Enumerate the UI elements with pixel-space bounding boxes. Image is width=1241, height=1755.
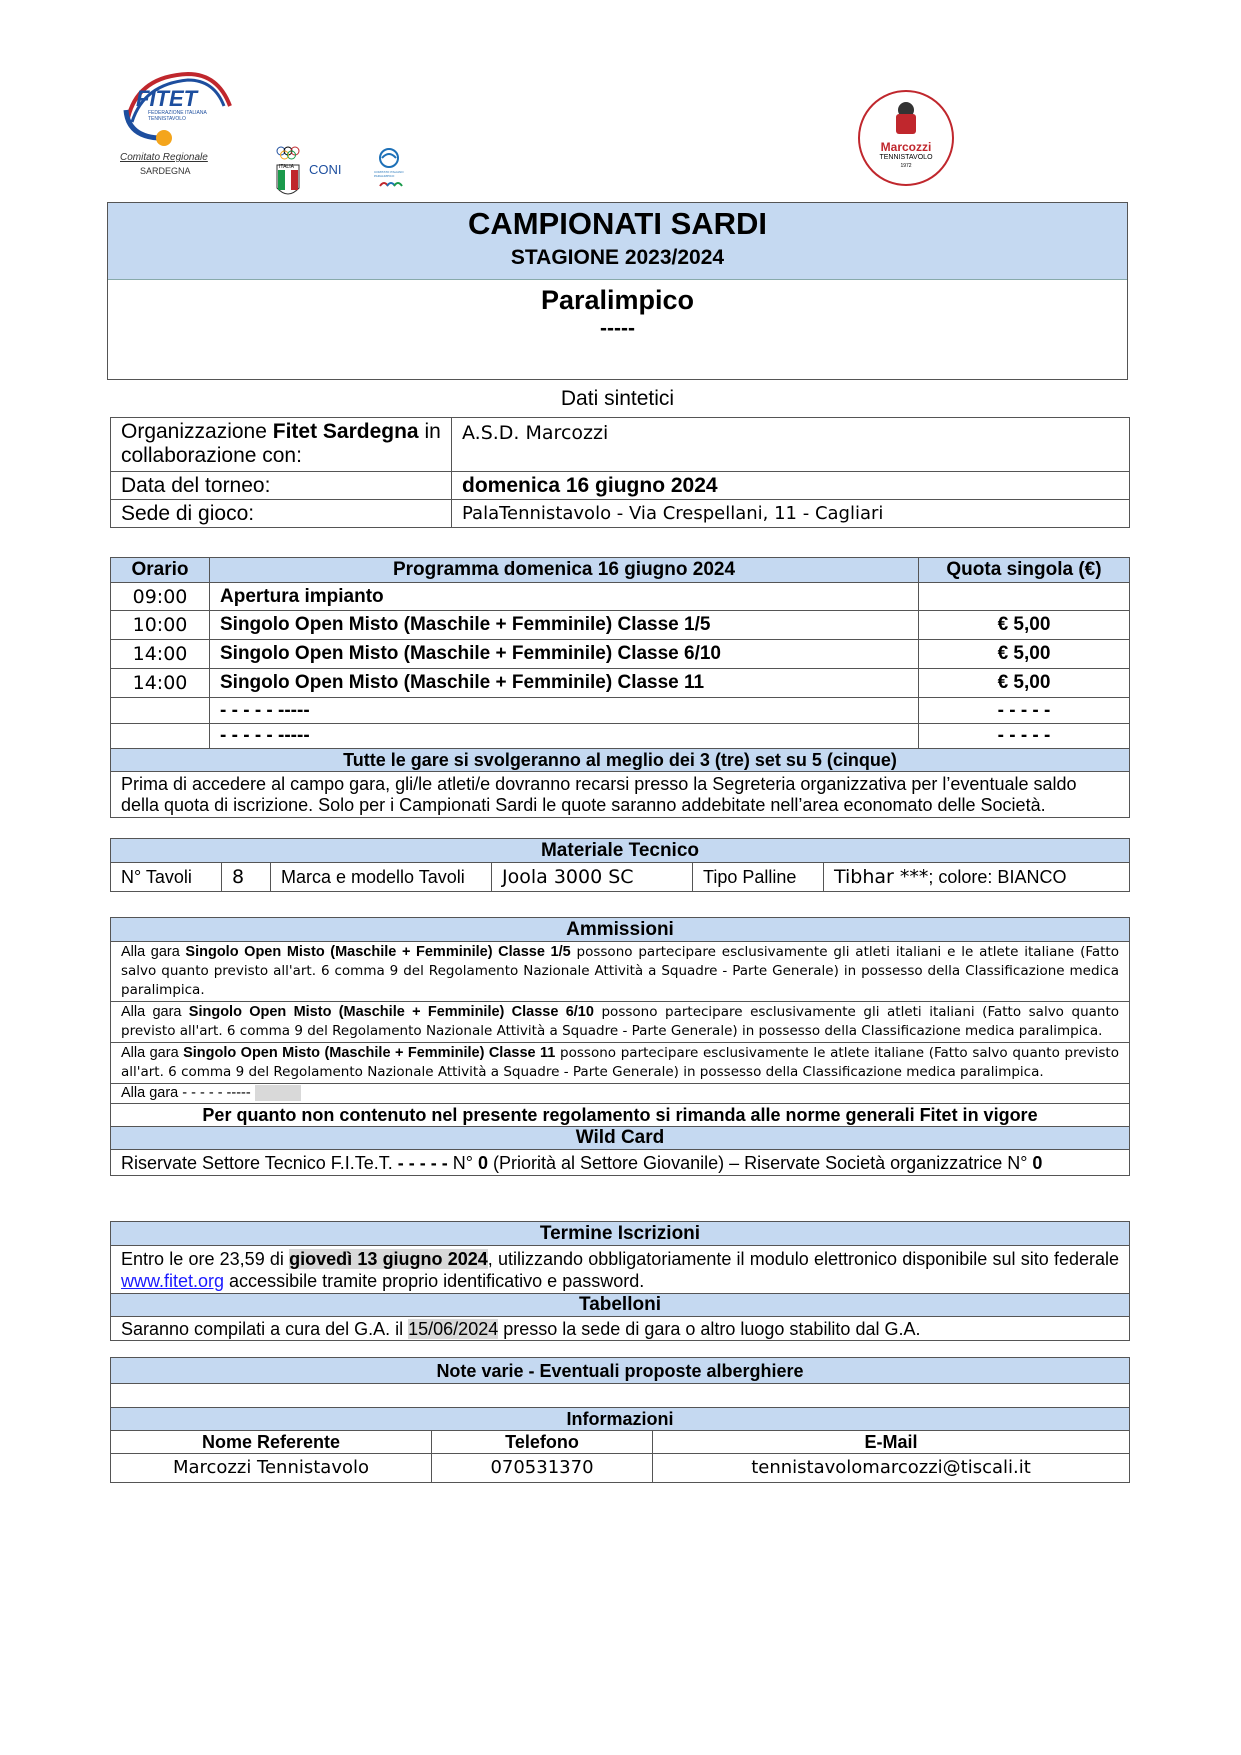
admission-item: Alla gara Singolo Open Misto (Maschile + Femminile) Classe 6/10 possono partecipare esclusivamente gli atleti italiani (Fatto salvo quanto previsto all'art. 6 comma 9 del Regolamento Nazionale Attività a Squadre - Parte Generale) in possesso della Classificazione medica paralimpica. bbox=[111, 1002, 1130, 1043]
org-label: Organizzazione Fitet Sardegna in collaborazione con: bbox=[111, 418, 452, 472]
olympic-rings-icon bbox=[276, 146, 300, 162]
program-row: - - - - - ----- - - - - - bbox=[111, 724, 1130, 749]
registration-table bbox=[110, 1221, 1130, 1341]
program-row: 10:00 Singolo Open Misto (Maschile + Femminile) Classe 1/5 € 5,00 bbox=[111, 611, 1130, 640]
org-value: A.S.D. Marcozzi bbox=[452, 418, 1130, 472]
notes-empty bbox=[111, 1384, 1130, 1408]
program-row: 14:00 Singolo Open Misto (Maschile + Femminile) Classe 6/10 € 5,00 bbox=[111, 640, 1130, 669]
venue-label: Sede di gioco: bbox=[111, 500, 452, 528]
program-row: - - - - - ----- - - - - - bbox=[111, 698, 1130, 724]
comitato-label: Comitato Regionale bbox=[120, 152, 208, 163]
admissions-table bbox=[110, 917, 1130, 1176]
date-label: Data del torneo: bbox=[111, 472, 452, 500]
category-label: Paralimpico bbox=[540, 285, 695, 315]
contact-name: Marcozzi Tennistavolo bbox=[111, 1454, 432, 1483]
program-row: 09:00 Apertura impianto bbox=[111, 583, 1130, 611]
program-table bbox=[110, 557, 1130, 818]
payment-note: Prima di accedere al campo gara, gli/le atleti/e dovranno recarsi presso la Segreteria organizzativa per l’eventuale saldo della quota di iscrizione. Solo per i Campionati Sardi le quote saranno addebitate nell’area economato delle Società. bbox=[111, 772, 1130, 818]
program-row: 14:00 Singolo Open Misto (Maschile + Femminile) Classe 11 € 5,00 bbox=[111, 669, 1130, 698]
header-band bbox=[108, 203, 1127, 280]
material-table bbox=[110, 838, 1130, 892]
italia-label: ITALIA bbox=[279, 164, 294, 170]
boards-title: Tabelloni bbox=[111, 1294, 1130, 1317]
fitet-name: FITET bbox=[136, 86, 198, 111]
marcozzi-year: 1972 bbox=[900, 163, 912, 169]
contact-email[interactable]: tennistavolomarcozzi@tiscali.it bbox=[653, 1454, 1130, 1483]
venue-value: PalaTennistavolo - Via Crespellani, 11 - Cagliari bbox=[452, 500, 1130, 528]
col-program: Programma domenica 16 giugno 2024 bbox=[210, 558, 919, 583]
summary-table bbox=[110, 417, 1130, 528]
info-table bbox=[110, 1357, 1130, 1483]
balls-value: Tibhar ***; colore: BIANCO bbox=[824, 863, 1130, 892]
col-time: Orario bbox=[111, 558, 210, 583]
contact-phone: 070531370 bbox=[432, 1454, 653, 1483]
marcozzi-logo bbox=[858, 90, 954, 186]
italia-coni-logo bbox=[276, 146, 346, 202]
region-label: SARDEGNA bbox=[140, 166, 191, 176]
cip-logo bbox=[374, 146, 410, 202]
rules-note: Per quanto non contenuto nel presente regolamento si rimanda alle norme generali Fitet in vigore bbox=[111, 1104, 1130, 1127]
date-value: domenica 16 giugno 2024 bbox=[452, 472, 1130, 500]
fitet-link[interactable]: www.fitet.org bbox=[121, 1270, 225, 1291]
col-phone: Telefono bbox=[432, 1431, 653, 1454]
brand-value: Joola 3000 SC bbox=[492, 863, 693, 892]
boards-text: Saranno compilati a cura del G.A. il 15/06/2024 presso la sede di gara o altro luogo stabilito dal G.A. bbox=[111, 1317, 1130, 1341]
registration-title: Termine Iscrizioni bbox=[111, 1222, 1130, 1246]
notes-title: Note varie - Eventuali proposte alberghiere bbox=[111, 1358, 1130, 1384]
marcozzi-name: Marcozzi bbox=[880, 140, 932, 154]
season-label: STAGIONE 2023/2024 bbox=[510, 246, 725, 269]
wildcard-title: Wild Card bbox=[111, 1127, 1130, 1150]
balls-label: Tipo Palline bbox=[693, 863, 824, 892]
fitet-subtitle: FEDERAZIONE ITALIANA TENNISTAVOLO bbox=[148, 110, 207, 122]
page-title: CAMPIONATI SARDI bbox=[467, 206, 768, 241]
marcozzi-emblem-icon bbox=[886, 102, 926, 136]
coni-label: CONI bbox=[309, 162, 342, 177]
col-name: Nome Referente bbox=[111, 1431, 432, 1454]
cip-label: COMITATO ITALIANO PARALIMPICO bbox=[374, 170, 404, 178]
marcozzi-subtitle: TENNISTAVOLO bbox=[879, 154, 933, 161]
admission-item: Alla gara Singolo Open Misto (Maschile + Femminile) Classe 1/5 possono partecipare esclusivamente gli atleti italiani e le atlete italiane (Fatto salvo quanto previsto all'art. 6 comma 9 del Regolamento Nazionale Attività a Squadre - Parte Generale) in possesso della Classificazione medica paralimpica. bbox=[111, 942, 1130, 1002]
wildcard-text: Riservate Settore Tecnico F.I.Te.T. - - - - - N° 0 (Priorità al Settore Giovanile) – Riservate Società organizzatrice N° 0 bbox=[111, 1150, 1130, 1176]
fitet-logo bbox=[118, 66, 238, 186]
admission-item-empty: Alla gara - - - - - ----- bbox=[111, 1084, 1130, 1104]
registration-text: Entro le ore 23,59 di giovedì 13 giugno 2024, utilizzando obbligatoriamente il modulo elettronico disponibile sul sito federale www.fitet.org accessibile tramite proprio identificativo e password. bbox=[111, 1246, 1130, 1294]
info-title: Informazioni bbox=[111, 1408, 1130, 1431]
col-email: E-Mail bbox=[653, 1431, 1130, 1454]
tables-label: N° Tavoli bbox=[111, 863, 222, 892]
header-box bbox=[107, 202, 1128, 380]
admissions-title: Ammissioni bbox=[111, 918, 1130, 942]
col-fee: Quota singola (€) bbox=[919, 558, 1130, 583]
summary-caption: Dati sintetici bbox=[560, 387, 675, 410]
brand-label: Marca e modello Tavoli bbox=[271, 863, 492, 892]
tables-value: 8 bbox=[222, 863, 271, 892]
material-title: Materiale Tecnico bbox=[111, 839, 1130, 863]
sets-note: Tutte le gare si svolgeranno al meglio dei 3 (tre) set su 5 (cinque) bbox=[111, 749, 1130, 772]
category-dashes: ----- bbox=[600, 317, 635, 340]
admission-item: Alla gara Singolo Open Misto (Maschile + Femminile) Classe 11 possono partecipare esclusivamente le atlete italiane (Fatto salvo quanto previsto all'art. 6 comma 9 del Regolamento Nazionale Attività a Squadre - Parte Generale) in possesso della Classificazione medica paralimpica. bbox=[111, 1043, 1130, 1084]
